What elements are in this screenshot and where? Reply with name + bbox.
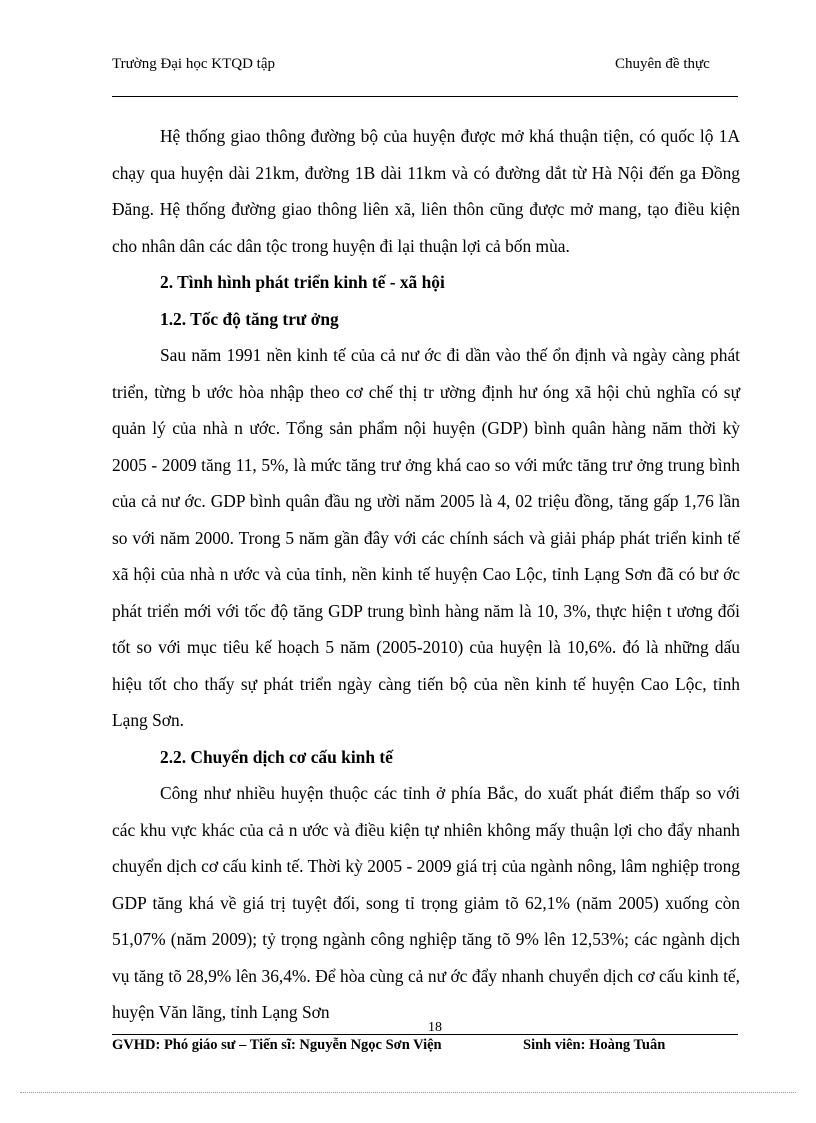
document-body (112, 118, 740, 1031)
header-school: Trường Đại học KTQD tập (112, 56, 275, 72)
page-number: 18 (428, 1020, 442, 1035)
paragraph-transport: Hệ thống giao thông đường bộ của huyện được mở khá thuận tiện, có quốc lộ 1A chạy qua huyện dài 21km, đường 1B dài 11km và có đường dắt từ Hà Nội đến ga Đồng Đăng. Hệ thống đường giao thông liên xã, liên thôn cũng được mở mang, tạo điều kiện cho nhân dân các dân tộc trong huyện đi lại thuận lợi cả bốn mùa. (112, 126, 740, 256)
header-rule (112, 96, 738, 97)
section-heading-socioeconomic: 2. Tình hình phát triển kinh tế - xã hội (160, 272, 445, 292)
paragraph-structure: Công như nhiều huyện thuộc các tỉnh ở phía Bắc, do xuất phát điểm thấp so với các khu vực khác của cả n ước và điều kiện tự nhiên không mấy thuận lợi cho đẩy nhanh chuyển dịch cơ cấu kinh tế. Thời kỳ 2005 - 2009 giá trị của ngành nông, lâm nghiệp trong GDP tăng khá về giá trị tuyệt đối, song tỉ trọng giảm tõ 62,1% (năm 2005) xuống còn 51,07% (năm 2009); tỷ trọng ngành công nghiệp tăng tõ 9% lên 12,53%; các ngành dịch vụ tăng tõ 28,9% lên 36,4%. Để hòa cùng cả nư ớc đẩy nhanh chuyển dịch cơ cấu kinh tế, huyện Văn lãng, tỉnh Lạng Sơn (112, 783, 740, 1022)
footer-supervisor: GVHD: Phó giáo sư – Tiến sĩ: Nguyễn Ngọc Sơn Viện (112, 1037, 442, 1053)
footer-rule (112, 1034, 738, 1035)
section-heading-economic-structure: 2.2. Chuyển dịch cơ cấu kinh tế (160, 746, 393, 767)
header-topic: Chuyên đề thực (615, 56, 710, 72)
section-heading-growth-rate: 1.2. Tốc độ tăng trư ởng (160, 308, 339, 329)
footer-student: Sinh viên: Hoàng Tuân (523, 1037, 666, 1053)
paragraph-growth: Sau năm 1991 nền kinh tế của cả nư ớc đi dần vào thế ổn định và ngày càng phát triển, từng b ước hòa nhập theo cơ chế thị tr ường định hư óng xã hội chủ nghĩa có sự quản lý của nhà n ước. Tổng sản phẩm nội huyện (GDP) bình quân hàng năm thời kỳ 2005 - 2009 tăng 11, 5%, là mức tăng trư ởng khá cao so với mức tăng trư ởng trung bình của cả nư ớc. GDP bình quân đầu ng ười năm 2005 là 4, 02 triệu đồng, tăng gấp 1,76 lần so với năm 2000. Trong 5 năm gần đây với các chính sách và giải pháp phát triển kinh tế xã hội của nhà n ước và của tỉnh, nền kinh tế huyện Cao Lộc, tỉnh Lạng Sơn đã có bư ớc phát triển mới với tốc độ tăng GDP trung bình hàng năm là 10, 3%, thực hiện t ương đối tốt so với mục tiêu kế hoạch 5 năm (2005-2010) của huyện là 10,6%. đó là những dấu hiệu tốt cho thấy sự phát triển ngày càng tiến bộ của nền kinh tế huyện Cao Lộc, tỉnh Lạng Sơn. (112, 345, 740, 730)
page-bottom-edge (20, 1092, 796, 1093)
